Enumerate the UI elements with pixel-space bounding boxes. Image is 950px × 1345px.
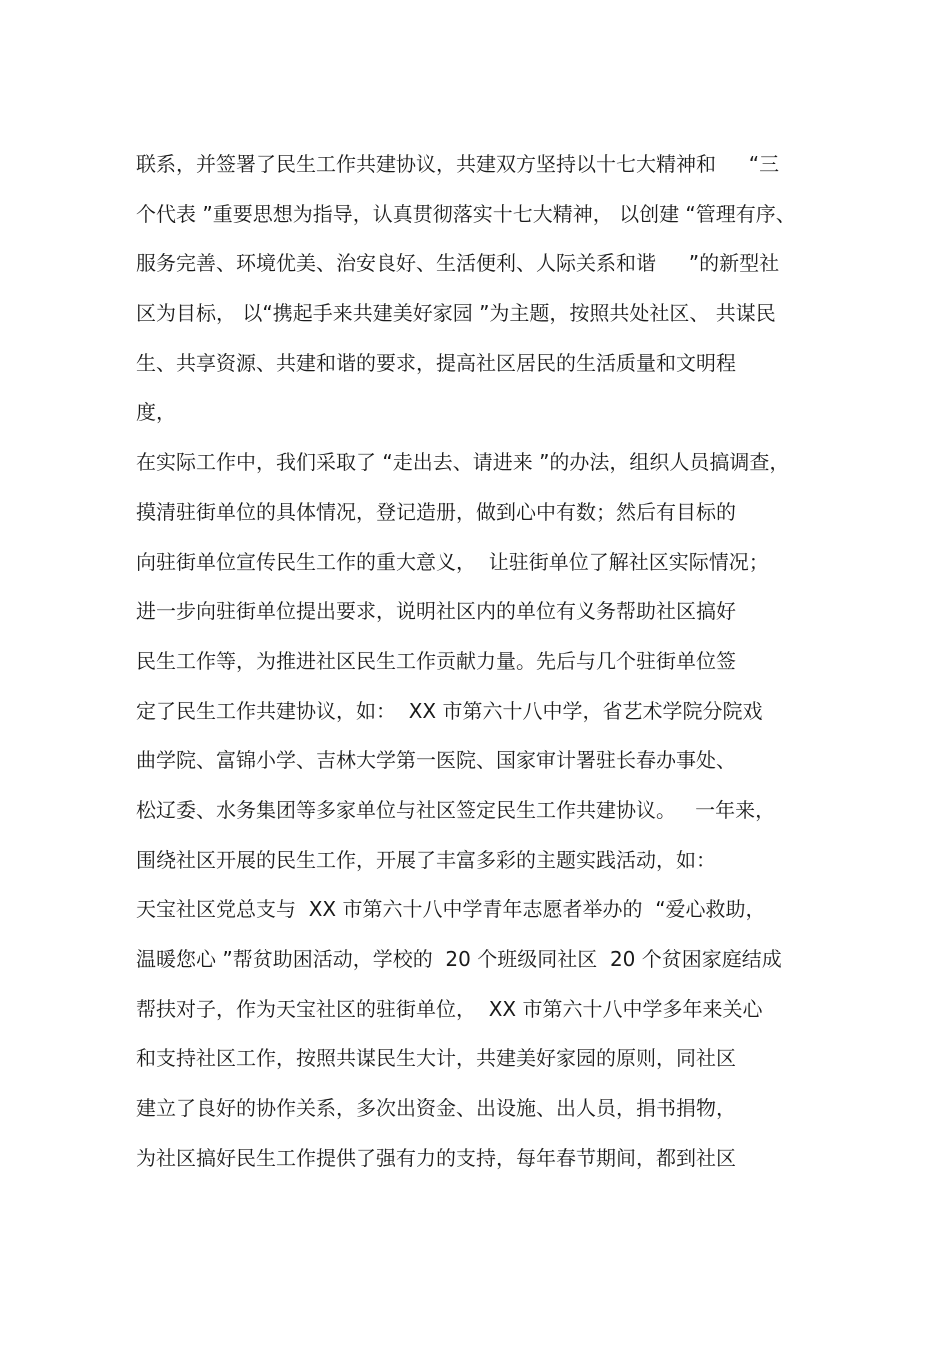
text-line: 温暖您心 ”帮贫助困活动，学校的 20 个班级同社区 20 个贫困家庭结成 xyxy=(136,947,782,971)
text-line: 为社区搞好民生工作提供了强有力的支持，每年春节期间，都到社区 xyxy=(136,1145,736,1170)
text-line: 松辽委、水务集团等多家单位与社区签定民生工作共建协议。 一年来， xyxy=(136,797,776,822)
text-line: 度， xyxy=(136,400,176,425)
text-line: 联系，并签署了民生工作共建协议，共建双方坚持以十七大精神和 “三 xyxy=(136,152,780,176)
text-line: 生、共享资源、共建和谐的要求，提高社区居民的生活质量和文明程 xyxy=(136,350,736,375)
text-line: 围绕社区开展的民生工作，开展了丰富多彩的主题实践活动，如： xyxy=(136,847,716,872)
text-line: 服务完善、环境优美、治安良好、生活便利、人际关系和谐 ”的新型社 xyxy=(136,251,780,276)
text-line: 帮扶对子，作为天宝社区的驻街单位， XX 市第六十八中学多年来关心 xyxy=(136,996,763,1021)
text-line: 个代表 ”重要思想为指导，认真贯彻落实十七大精神， 以创建 “管理有序、 xyxy=(136,201,796,226)
text-line: 天宝社区党总支与 XX 市第六十八中学青年志愿者举办的 “爱心救助， xyxy=(136,897,766,922)
text-line: 和支持社区工作，按照共谋民生大计，共建美好家园的原则，同社区 xyxy=(136,1046,736,1071)
text-line: 进一步向驻街单位提出要求，说明社区内的单位有义务帮助社区搞好 xyxy=(136,599,736,624)
text-line: 曲学院、富锦小学、吉林大学第一医院、国家审计署驻长春办事处、 xyxy=(136,748,736,773)
body-text xyxy=(136,144,816,1187)
text-line: 民生工作等，为推进社区民生工作贡献力量。先后与几个驻街单位签 xyxy=(136,648,736,673)
text-line: 在实际工作中，我们采取了 “走出去、请进来 ”的办法，组织人员搞调查， xyxy=(136,450,790,475)
text-line: 区为目标， 以“携起手来共建美好家园 ”为主题，按照共处社区、 共谋民 xyxy=(136,301,776,326)
text-line: 摸清驻街单位的具体情况，登记造册，做到心中有数；然后有目标的 xyxy=(136,499,736,524)
text-line: 定了民生工作共建协议，如： XX 市第六十八中学，省艺术学院分院戏 xyxy=(136,698,763,723)
text-line: 向驻街单位宣传民生工作的重大意义， 让驻街单位了解社区实际情况； xyxy=(136,549,769,574)
text-line: 建立了良好的协作关系，多次出资金、出设施、出人员，捐书捐物， xyxy=(136,1096,736,1121)
